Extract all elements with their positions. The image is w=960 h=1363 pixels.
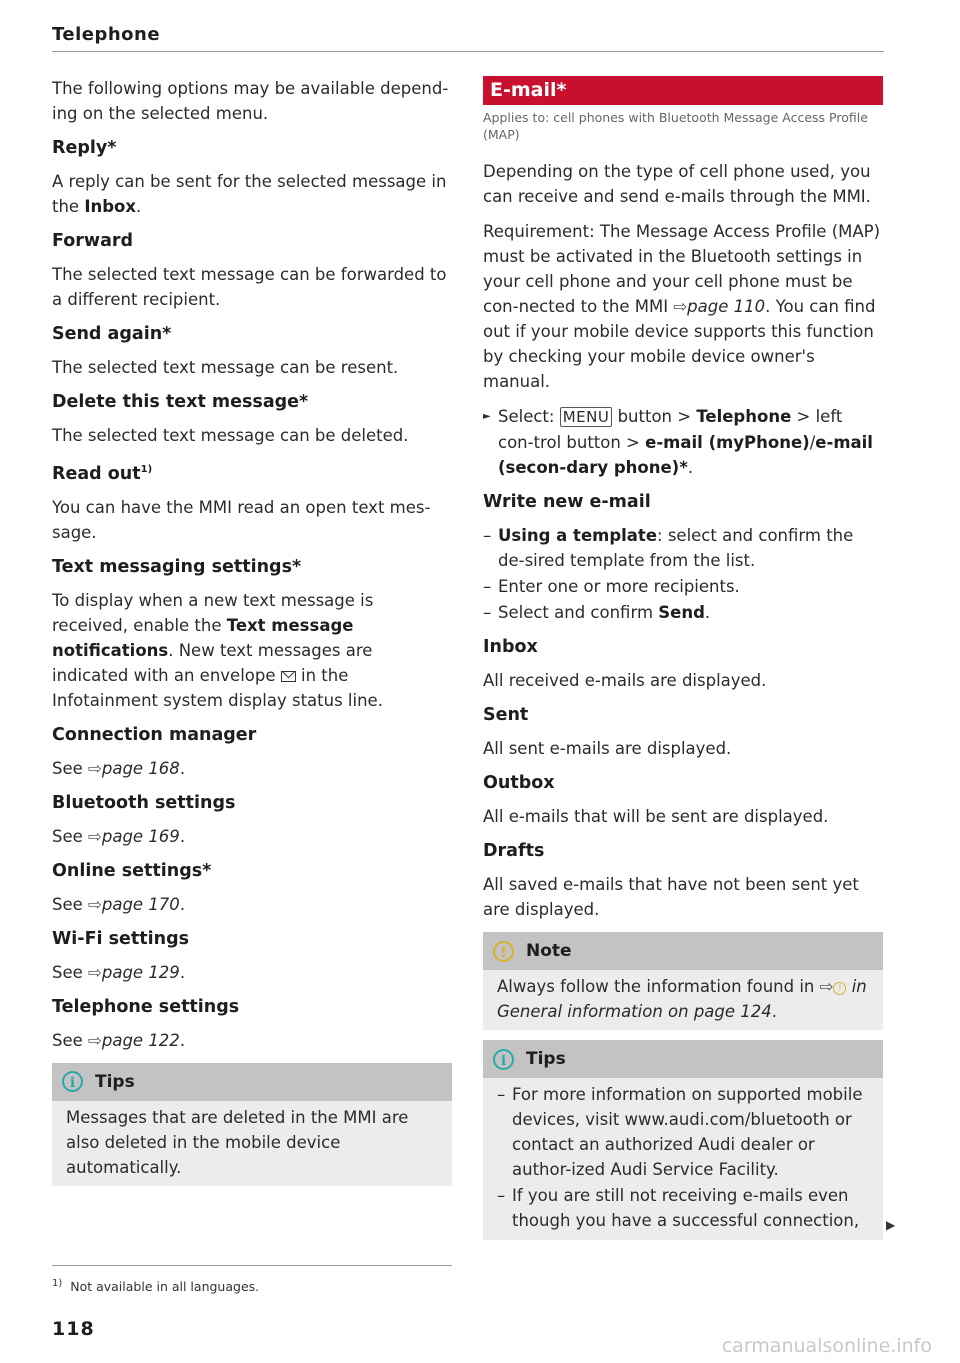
left-column (52, 76, 452, 1196)
page-link[interactable]: page 170 (101, 894, 180, 914)
requirement-text: Requirement: The Message Access Profile (MAP) must be activated in the Bluetooth settings in your cell phone and your cell phone must be con-nected to the MMI ⇨page 110. You can find out if your mobile device supports this function by checking your mobile device owner's manual. (483, 222, 881, 391)
text-settings-heading: Text messaging settings* (52, 556, 302, 577)
bluetooth-settings-ref: See ⇨page 169. (52, 826, 186, 846)
header-divider (52, 51, 884, 52)
warning-icon: ! (833, 982, 846, 995)
arrow-right-icon: ⇨ (819, 977, 834, 996)
telephone-settings-heading: Telephone settings (52, 996, 240, 1017)
footnote-ref: 1) (140, 464, 153, 475)
arrow-right-icon: ⇨ (673, 297, 688, 316)
connection-manager-heading: Connection manager (52, 724, 257, 745)
sent-text: All sent e-mails are displayed. (483, 739, 732, 758)
arrow-right-icon: ⇨ (88, 1030, 102, 1050)
info-icon: i (62, 1071, 83, 1092)
note-text: Always follow the information found in ⇨ ! in General information on page 124. (497, 977, 867, 1021)
arrow-right-icon: ⇨ (88, 826, 102, 846)
arrow-right-icon: ⇨ (88, 962, 102, 982)
connection-manager-ref: See ⇨page 168. (52, 758, 186, 778)
note-header: ! Note (483, 932, 883, 970)
read-out-heading: Read out$^{1)}$ (52, 463, 153, 484)
envelope-icon (281, 671, 296, 682)
inbox-text: All received e-mails are displayed. (483, 671, 767, 690)
select-step: ► Select: MENU button > Telephone > left con-trol button > e-mail (myPhone)/e-mail (secon-dary phone)*. (483, 404, 883, 480)
page-link[interactable]: page 169 (101, 826, 180, 846)
arrow-right-icon: ⇨ (88, 894, 102, 914)
menu-key: MENU (560, 407, 613, 427)
section-title: E-mail* (483, 76, 883, 105)
telephone-settings-ref: See ⇨page 122. (52, 1030, 186, 1050)
bluetooth-settings-heading: Bluetooth settings (52, 792, 236, 813)
list-item: – Select and confirm Send. (483, 600, 883, 625)
reply-text: A reply can be sent for the selected message in the Inbox. (52, 172, 447, 216)
page-link[interactable]: page 129 (101, 962, 180, 982)
tips-list (497, 1082, 869, 1233)
applies-to: Applies to: cell phones with Bluetooth Message Access Profile (MAP) (483, 110, 868, 142)
delete-heading: Delete this text message* (52, 392, 309, 412)
forward-text: The selected text message can be forwarded to a different recipient. (52, 265, 447, 309)
arrow-right-icon: ⇨ (88, 758, 102, 778)
list-item: – Enter one or more recipients. (483, 574, 883, 599)
tips-box (52, 1063, 452, 1186)
online-settings-ref: See ⇨page 170. (52, 894, 186, 914)
send-again-heading: Send again* (52, 324, 172, 344)
write-email-list (483, 523, 883, 625)
inbox-heading: Inbox (483, 637, 538, 657)
list-item: – For more information on supported mobile devices, visit www.audi.com/bluetooth or contact an authorized Audi dealer or author-ized Audi Service Facility. (497, 1082, 869, 1182)
wifi-settings-heading: Wi-Fi settings (52, 928, 190, 949)
wifi-settings-ref: See ⇨page 129. (52, 962, 186, 982)
tips-text: Messages that are deleted in the MMI are also deleted in the mobile device automatically. (66, 1107, 409, 1177)
footnote: $^{1)}$ Not available in all languages. (52, 1278, 260, 1295)
list-item: – If you are still not receiving e-mails even though you have a successful connection, (497, 1183, 869, 1233)
tips-header: i Tips (52, 1063, 452, 1101)
page-link[interactable]: page 122 (101, 1030, 180, 1050)
outbox-text: All e-mails that will be sent are displayed. (483, 807, 829, 826)
reply-heading: Reply* (52, 138, 117, 158)
text-settings-text: To display when a new text message is received, enable the Text message notifications. New text messages are indicated with an envelope in the Infotainment system display status line. (52, 590, 383, 710)
warning-icon: ! (493, 941, 514, 962)
note-box (483, 932, 883, 1030)
right-column (483, 76, 883, 1250)
drafts-text: All saved e-mails that have not been sent yet are displayed. (483, 875, 859, 919)
info-icon: i (493, 1049, 514, 1070)
watermark: carmanualsonline.info (721, 1335, 932, 1357)
sent-heading: Sent (483, 705, 529, 725)
online-settings-heading: Online settings* (52, 860, 212, 881)
write-email-heading: Write new e-mail (483, 492, 651, 512)
send-again-text: The selected text message can be resent. (52, 358, 399, 377)
delete-text: The selected text message can be deleted. (52, 426, 409, 445)
tips-header: i Tips (483, 1040, 883, 1078)
outbox-heading: Outbox (483, 773, 555, 793)
continue-arrow-icon: ▶ (886, 1218, 896, 1232)
page-link[interactable]: page 110 (687, 297, 766, 316)
running-header: Telephone (52, 24, 161, 45)
tips-box (483, 1040, 883, 1240)
list-item: – Using a template: select and confirm the de-sired template from the list. (483, 523, 883, 573)
drafts-heading: Drafts (483, 841, 545, 861)
page-number: 118 (52, 1318, 95, 1340)
email-intro: Depending on the type of cell phone used, you can receive and send e-mails through the MMI. (483, 162, 871, 206)
footnote-divider (52, 1265, 452, 1266)
read-out-text: You can have the MMI read an open text mes-sage. (52, 497, 431, 542)
forward-heading: Forward (52, 231, 134, 251)
intro-text: The following options may be available depend-ing on the selected menu. (52, 79, 449, 123)
page-link[interactable]: page 168 (101, 758, 180, 778)
